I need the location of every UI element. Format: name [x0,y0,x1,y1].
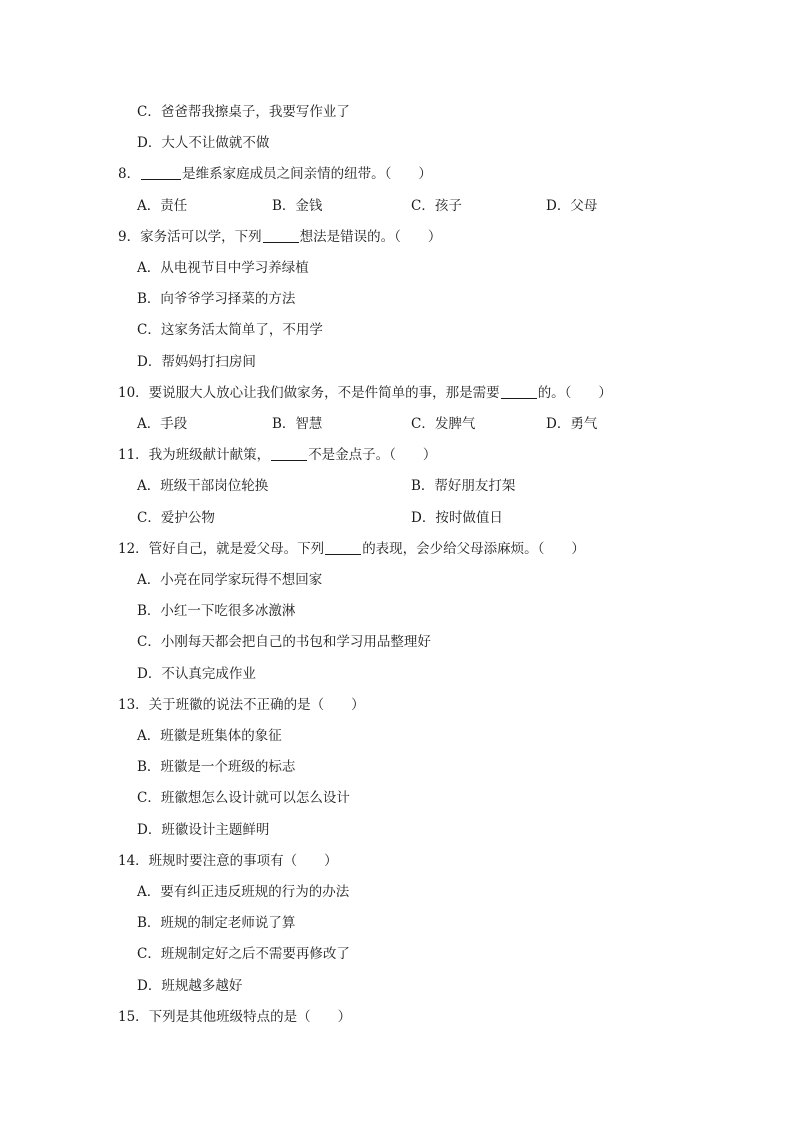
q9-stem-before: 9．家务活可以学，下列 [118,229,262,245]
q14-option-d: D．班规越多越好 [137,978,243,994]
q12-option-d: D．不认真完成作业 [137,666,256,682]
q10-stem-before: 10．要说服大人放心让我们做家务，不是件简单的事，那是需要 [118,385,500,401]
q11-stem-after: 不是金点子。（ ） [308,447,437,463]
q11-option-d: D．按时做值日 [411,510,503,526]
q9-option-b: B．向爷爷学习择菜的方法 [137,291,296,307]
q10-blank [501,384,537,399]
q13-stem: 13．关于班徽的说法不正确的是（ ） [118,697,365,713]
q12-option-b: B．小红一下吃很多冰激淋 [137,603,296,619]
q12-blank [325,540,361,555]
q13-option-b: B．班徽是一个班级的标志 [137,759,296,775]
q10-option-d: D．勇气 [546,416,598,432]
q13-option-a: A．班徽是班集体的象征 [137,728,282,744]
q11-option-a: A．班级干部岗位轮换 [137,478,269,494]
q11-stem-before: 11．我为班级献计献策， [118,447,271,463]
q10-stem-after: 的。（ ） [537,385,612,401]
q14-stem: 14．班规时要注意的事项有（ ） [118,853,338,869]
q8-stem-after: 是维系家庭成员之间亲情的纽带。（ ） [182,166,432,182]
q11-blank [271,446,307,461]
q8-number: 8． [118,166,141,182]
q14-option-b: B．班规的制定老师说了算 [137,915,296,931]
q8-option-c: C．孩子 [411,198,462,214]
q12-option-a: A．小亮在同学家玩得不想回家 [137,572,323,588]
q11-option-c: C．爱护公物 [137,510,215,526]
q7-option-d: D．大人不让做就不做 [137,135,270,151]
q9-blank [263,228,299,243]
q13-option-c: C．班徽想怎么设计就可以怎么设计 [137,790,350,806]
q8-stem [118,164,432,184]
q9-stem [118,227,441,247]
q12-stem [118,539,585,559]
q12-option-c: C．小刚每天都会把自己的书包和学习用品整理好 [137,634,431,650]
q10-option-a: A．手段 [137,416,188,432]
q15-stem: 15．下列是其他班级特点的是（ ） [118,1009,352,1025]
q10-option-c: C．发脾气 [411,416,476,432]
q9-stem-after: 想法是错误的。（ ） [299,229,442,245]
q10-stem [118,383,612,403]
q10-option-b: B．智慧 [272,416,323,432]
q9-option-c: C．这家务活太简单了，不用学 [137,322,323,338]
q12-stem-before: 12．管好自己，就是爱父母。下列 [118,541,325,557]
q11-option-b: B．帮好朋友打架 [411,478,516,494]
q11-stem [118,445,436,465]
q8-option-a: A．责任 [137,198,188,214]
q14-option-a: A．要有纠正违反班规的行为的办法 [137,884,350,900]
q14-option-c: C．班规制定好之后不需要再修改了 [137,946,350,962]
q9-option-d: D．帮妈妈打扫房间 [137,354,256,370]
q8-option-d: D．父母 [546,198,598,214]
q12-stem-after: 的表现，会少给父母添麻烦。（ ） [362,541,585,557]
q8-option-b: B．金钱 [272,198,323,214]
q8-blank [141,165,181,180]
q7-option-c: C．爸爸帮我擦桌子，我要写作业了 [137,104,350,120]
q13-option-d: D．班徽设计主题鲜明 [137,822,270,838]
q9-option-a: A．从电视节目中学习养绿植 [137,260,309,276]
